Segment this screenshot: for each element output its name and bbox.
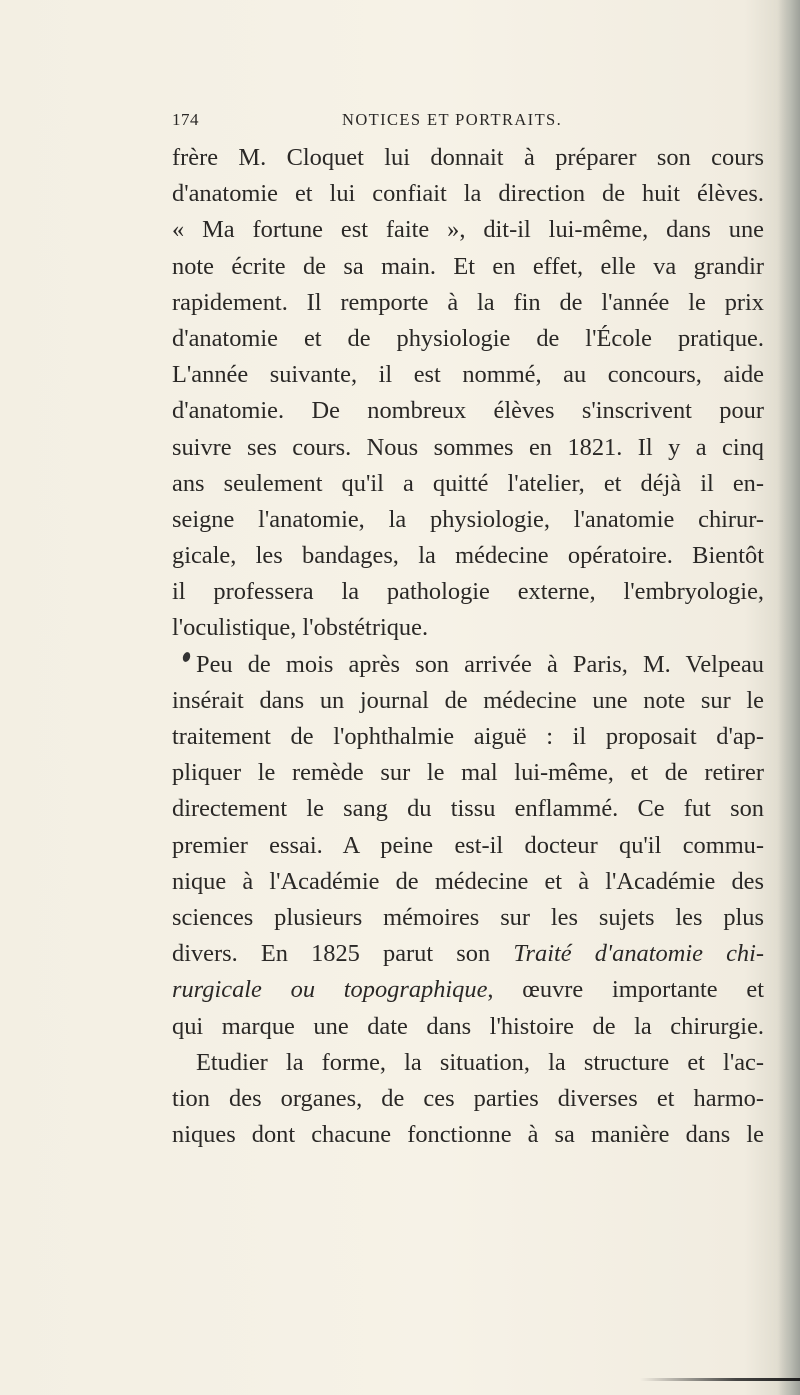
book-title-part-2: rurgicale ou topographique bbox=[172, 976, 488, 1004]
text-line: pliquer le remède sur le mal lui-même, et de retirer bbox=[172, 759, 764, 787]
text-line: d'anatomie et de physiologie de l'École pratique. bbox=[172, 324, 764, 352]
text-line: insérait dans un journal de médecine une note sur le bbox=[172, 686, 764, 714]
text-line: gicale, les bandages, la médecine opératoire. Bientôt bbox=[172, 542, 764, 570]
text-line: ans seulement qu'il a quitté l'atelier, et déjà il en- bbox=[172, 469, 764, 497]
text-line: directement le sang du tissu enflammé. Ce fut son bbox=[172, 795, 764, 823]
text-line: niques dont chacune fonctionne à sa manière dans le bbox=[172, 1121, 764, 1149]
text-line: tion des organes, de ces parties diverses et harmo- bbox=[172, 1084, 764, 1112]
text-line bbox=[172, 972, 764, 1008]
text-run: divers. En 1825 parut son bbox=[172, 940, 514, 968]
text-line: l'oculistique, l'obstétrique. bbox=[172, 614, 429, 642]
page-header bbox=[172, 110, 762, 136]
running-title: NOTICES ET PORTRAITS. bbox=[342, 110, 563, 129]
page-bottom-mark bbox=[640, 1378, 800, 1381]
text-line: traitement de l'ophthalmie aiguë : il proposait d'ap- bbox=[172, 723, 764, 750]
text-line: nique à l'Académie de médecine et à l'Académie des bbox=[172, 867, 764, 895]
text-line: note écrite de sa main. Et en effet, elle va grandir bbox=[172, 252, 764, 280]
text-line: sciences plusieurs mémoires sur les sujets les plus bbox=[172, 903, 764, 931]
text-line bbox=[172, 936, 764, 972]
text-line: suivre ses cours. Nous sommes en 1821. Il y a cinq bbox=[172, 433, 764, 461]
text-line: il professera la pathologie externe, l'embryologie, bbox=[172, 578, 764, 606]
text-line: « Ma fortune est faite », dit-il lui-même, dans une bbox=[172, 216, 764, 244]
text-line: frère M. Cloquet lui donnait à préparer son cours bbox=[172, 144, 764, 171]
text-line: seigne l'anatomie, la physiologie, l'anatomie chirur- bbox=[172, 505, 764, 533]
text-line: d'anatomie et lui confiait la direction de huit élèves. bbox=[172, 180, 764, 208]
text-line: d'anatomie. De nombreux élèves s'inscrivent pour bbox=[172, 397, 764, 425]
body-text bbox=[172, 140, 764, 1153]
text-line: premier essai. A peine est-il docteur qu'il commu- bbox=[172, 831, 764, 859]
book-title-part-1: Traité d'anatomie chi- bbox=[513, 940, 764, 968]
text-line: L'année suivante, il est nommé, au concours, aide bbox=[172, 361, 764, 389]
text-line: qui marque une date dans l'histoire de la chirurgie. bbox=[172, 1012, 764, 1040]
page-number: 174 bbox=[172, 110, 199, 129]
text-line: Peu de mois après son arrivée à Paris, M. Velpeau bbox=[196, 650, 764, 678]
text-run: , œuvre importante et bbox=[487, 976, 764, 1004]
text-line: Etudier la forme, la situation, la structure et l'ac- bbox=[196, 1048, 764, 1076]
page-edge-shadow bbox=[778, 0, 800, 1395]
text-line: rapidement. Il remporte à la fin de l'année le prix bbox=[172, 288, 764, 316]
